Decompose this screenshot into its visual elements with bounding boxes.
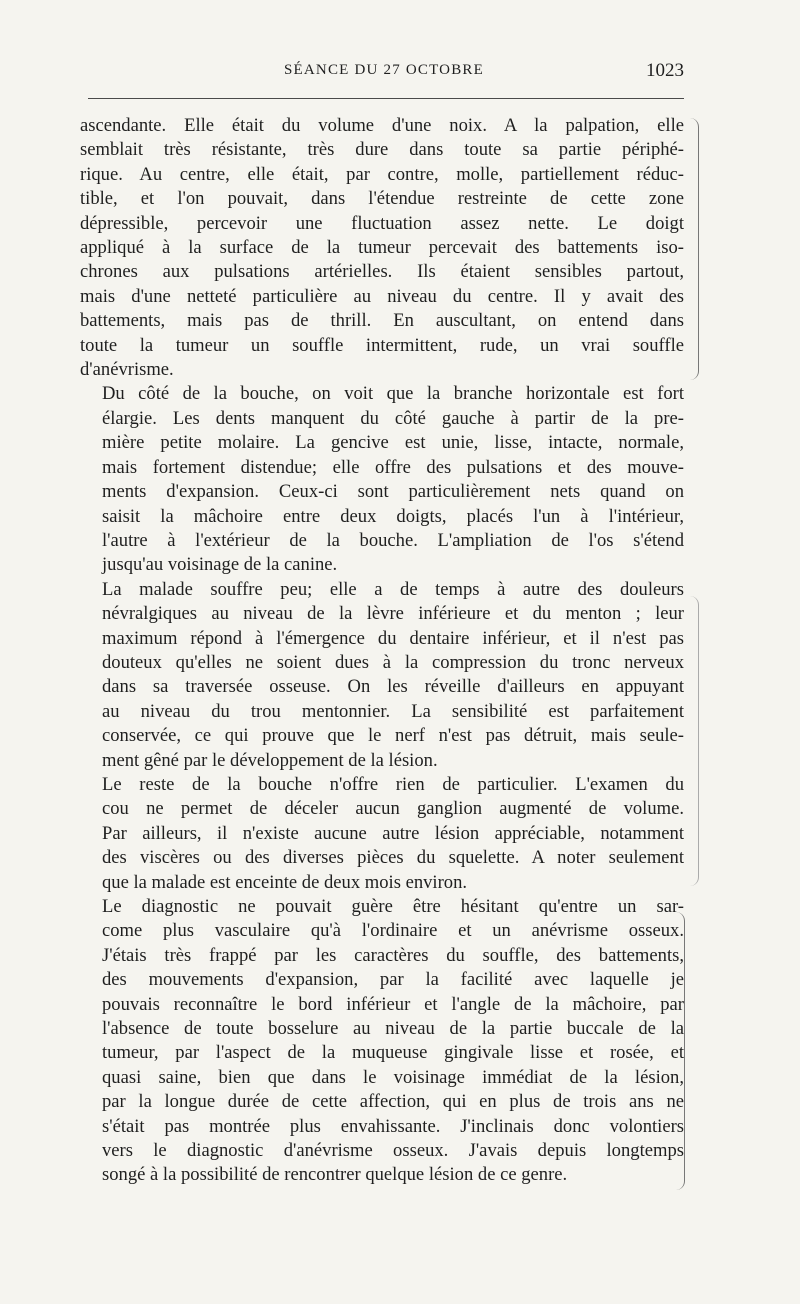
text-line: au niveau du trou mentonnier. La sensibilité est parfaitement <box>102 700 684 722</box>
margin-bracket <box>690 596 699 886</box>
text-line: appliqué à la surface de la tumeur percevait des battements iso- <box>80 237 684 259</box>
page-number: 1023 <box>646 60 684 81</box>
text-line: d'anévrisme. <box>80 359 174 381</box>
text-line: La malade souffre peu; elle a de temps à autre des douleurs <box>102 578 684 600</box>
text-line: mière petite molaire. La gencive est unie, lisse, intacte, normale, <box>102 432 684 454</box>
running-title: SÉANCE DU 27 OCTOBRE <box>284 62 484 78</box>
text-line: des mouvements d'expansion, par la facilité avec laquelle je <box>102 969 684 991</box>
text-line: songé à la possibilité de rencontrer quelque lésion de ce genre. <box>102 1164 568 1186</box>
text-line: tumeur, par l'aspect de la muqueuse gingivale lisse et rosée, et <box>102 1042 684 1064</box>
text-line: Le reste de la bouche n'offre rien de particulier. L'examen du <box>102 773 684 795</box>
text-line: cou ne permet de déceler aucun ganglion augmenté de volume. <box>102 798 684 820</box>
text-line: Le diagnostic ne pouvait guère être hésitant qu'entre un sar- <box>102 896 684 917</box>
text-line: saisit la mâchoire entre deux doigts, placés l'un à l'intérieur, <box>102 505 684 527</box>
text-line: s'était pas montrée plus envahissante. J'inclinais donc volontiers <box>102 1115 684 1137</box>
text-line: l'autre à l'extérieur de la bouche. L'ampliation de l'os s'étend <box>102 529 684 551</box>
text-line: jusqu'au voisinage de la canine. <box>102 554 338 576</box>
text-line: névralgiques au niveau de la lèvre inférieure et du menton ; leur <box>102 603 684 625</box>
page-header <box>84 60 684 88</box>
text-line: l'absence de toute bosselure au niveau de la partie buccale de la <box>102 1018 684 1040</box>
text-line: J'étais très frappé par les caractères du souffle, des battements, <box>102 944 684 966</box>
paragraph <box>80 578 684 773</box>
text-line: pouvais reconnaître le bord inférieur et l'angle de la mâchoire, par <box>102 993 684 1015</box>
text-line: dépressible, percevoir une fluctuation assez nette. Le doigt <box>80 212 684 234</box>
text-line: des viscères ou des diverses pièces du squelette. A noter seulement <box>102 847 684 869</box>
body-text <box>80 114 684 1188</box>
text-line: douteux qu'elles ne soient dues à la compression du tronc nerveux <box>102 651 684 673</box>
text-line: mais fortement distendue; elle offre des pulsations et des mouve- <box>102 456 684 478</box>
text-line: Par ailleurs, il n'existe aucune autre lésion appréciable, notamment <box>102 822 684 844</box>
text-line: quasi saine, bien que dans le voisinage immédiat de la lésion, <box>102 1066 684 1088</box>
text-line: semblait très résistante, très dure dans toute sa partie périphé- <box>80 139 684 161</box>
text-line: tible, et l'on pouvait, dans l'étendue restreinte de cette zone <box>80 188 684 210</box>
text-line: conservée, ce qui prouve que le nerf n'est pas détruit, mais seule- <box>102 725 684 747</box>
text-line: rique. Au centre, elle était, par contre, molle, partiellement réduc- <box>80 163 684 185</box>
paragraph <box>80 895 684 1188</box>
header-rule <box>88 98 684 99</box>
text-line: Du côté de la bouche, on voit que la branche horizontale est fort <box>102 383 684 405</box>
text-line: mais d'une netteté particulière au niveau du centre. Il y avait des <box>80 285 684 307</box>
text-line: battements, mais pas de thrill. En auscultant, on entend dans <box>80 310 684 332</box>
text-line: ment gêné par le développement de la lésion. <box>102 749 438 771</box>
paragraph <box>80 114 684 382</box>
text-line: dans sa traversée osseuse. On les réveille d'ailleurs en appuyant <box>102 676 684 698</box>
text-line: vers le diagnostic d'anévrisme osseux. J'avais depuis longtemps <box>102 1140 684 1162</box>
text-line: chrones aux pulsations artérielles. Ils étaient sensibles partout, <box>80 261 684 283</box>
text-line: ascendante. Elle était du volume d'une noix. A la palpation, elle <box>80 115 684 136</box>
text-line: toute la tumeur un souffle intermittent, rude, un vrai souffle <box>80 334 684 356</box>
text-line: ments d'expansion. Ceux-ci sont particulièrement nets quand on <box>102 481 684 503</box>
text-line: par la longue durée de cette affection, qui en plus de trois ans ne <box>102 1091 684 1113</box>
paragraph <box>80 382 684 577</box>
paragraph <box>80 773 684 895</box>
margin-bracket <box>690 118 699 380</box>
text-line: maximum répond à l'émergence du dentaire inférieur, et il n'est pas <box>102 627 684 649</box>
text-line: élargie. Les dents manquent du côté gauche à partir de la pre- <box>102 407 684 429</box>
text-line: que la malade est enceinte de deux mois environ. <box>102 871 468 893</box>
text-line: come plus vasculaire qu'à l'ordinaire et un anévrisme osseux. <box>102 920 684 942</box>
